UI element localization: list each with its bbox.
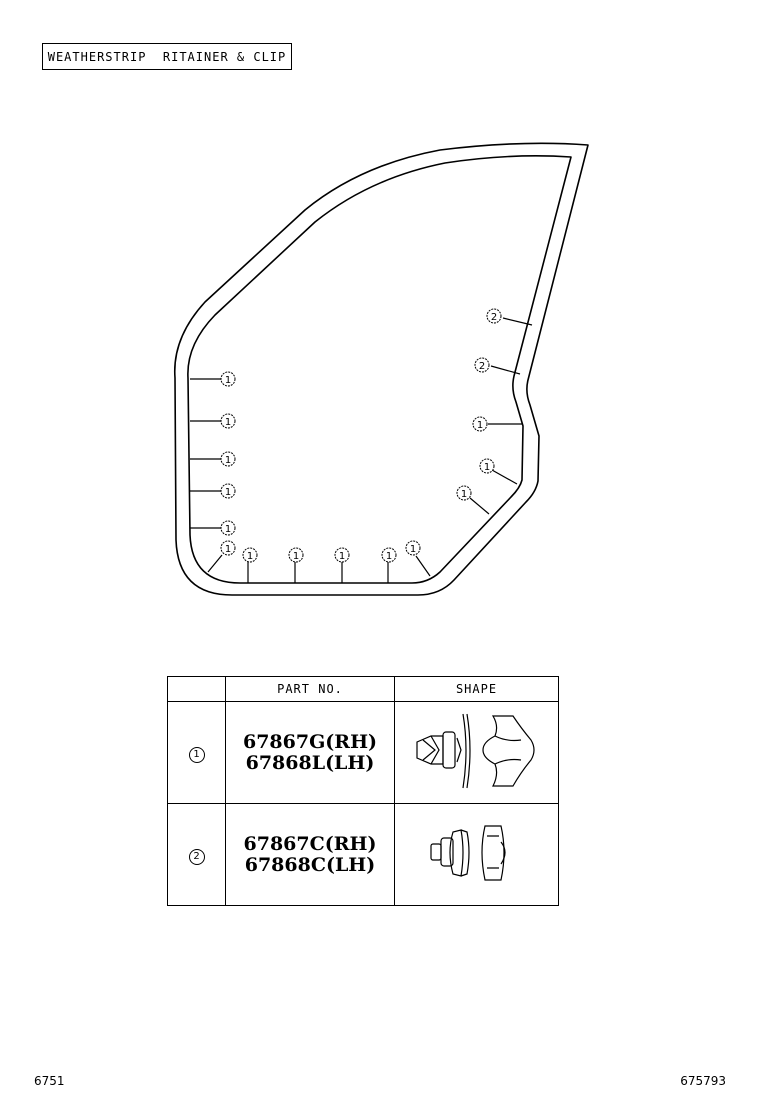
part-number-cell bbox=[226, 702, 395, 804]
leader-line bbox=[492, 470, 517, 484]
callout-1 bbox=[480, 459, 494, 473]
callout-label: 2 bbox=[478, 361, 486, 372]
callout-1 bbox=[335, 548, 349, 562]
part-number-lh: 67868C(LH) bbox=[244, 853, 376, 876]
table-header-row bbox=[168, 677, 559, 702]
callout-label: 1 bbox=[224, 417, 232, 428]
callout-label: 1 bbox=[224, 487, 232, 498]
callout-1 bbox=[221, 541, 235, 555]
part-number-cell bbox=[226, 804, 395, 906]
leader-line bbox=[416, 556, 430, 576]
callout-2 bbox=[475, 358, 489, 372]
callout-label: 1 bbox=[460, 489, 468, 500]
parts-table bbox=[167, 676, 559, 906]
table-row bbox=[168, 702, 559, 804]
table-row bbox=[168, 804, 559, 906]
callout-label: 1 bbox=[385, 551, 393, 562]
header-ref bbox=[168, 677, 226, 702]
callout-label: 1 bbox=[224, 544, 232, 555]
leader-line bbox=[208, 555, 222, 572]
callout-label: 1 bbox=[224, 455, 232, 466]
callout-label: 1 bbox=[224, 524, 232, 535]
callout-label: 1 bbox=[476, 420, 484, 431]
callout-2 bbox=[487, 309, 501, 323]
footer-right-code: 675793 bbox=[680, 1074, 726, 1088]
callout-label: 1 bbox=[483, 462, 491, 473]
callout-1 bbox=[221, 484, 235, 498]
shape-cell bbox=[395, 702, 559, 804]
retainer-clip-icon bbox=[395, 804, 558, 901]
weatherstrip-outer-outline bbox=[175, 143, 588, 595]
leader-line bbox=[470, 498, 489, 514]
callout-label: 1 bbox=[246, 551, 254, 562]
callout-1 bbox=[221, 372, 235, 386]
shape-cell bbox=[395, 804, 559, 906]
weatherstrip-inner-outline bbox=[188, 156, 571, 583]
callout-1 bbox=[457, 486, 471, 500]
callout-1 bbox=[221, 521, 235, 535]
ref-cell bbox=[168, 804, 226, 906]
callout-label: 1 bbox=[409, 544, 417, 555]
callout-label: 1 bbox=[224, 375, 232, 386]
callout-1 bbox=[382, 548, 396, 562]
callout-1 bbox=[406, 541, 420, 555]
callout-1 bbox=[243, 548, 257, 562]
ref-number: 2 bbox=[189, 849, 205, 865]
callout-1 bbox=[289, 548, 303, 562]
footer-left-code: 6751 bbox=[34, 1074, 65, 1088]
callout-1 bbox=[221, 452, 235, 466]
callout-label: 2 bbox=[490, 312, 498, 323]
part-number-lh: 67868L(LH) bbox=[245, 751, 375, 774]
callout-label: 1 bbox=[338, 551, 346, 562]
ref-cell bbox=[168, 702, 226, 804]
part-number-rh: 67867G(RH) bbox=[242, 730, 378, 753]
part-number-rh: 67867C(RH) bbox=[243, 832, 377, 855]
callout-label: 1 bbox=[292, 551, 300, 562]
header-shape: SHAPE bbox=[395, 677, 559, 702]
callout-1 bbox=[221, 414, 235, 428]
header-part-no: PART NO. bbox=[226, 677, 395, 702]
diagram-title: WEATHERSTRIP RITAINER & CLIP bbox=[42, 43, 292, 70]
push-clip-icon bbox=[395, 702, 558, 799]
callout-1 bbox=[473, 417, 487, 431]
ref-number: 1 bbox=[189, 747, 205, 763]
